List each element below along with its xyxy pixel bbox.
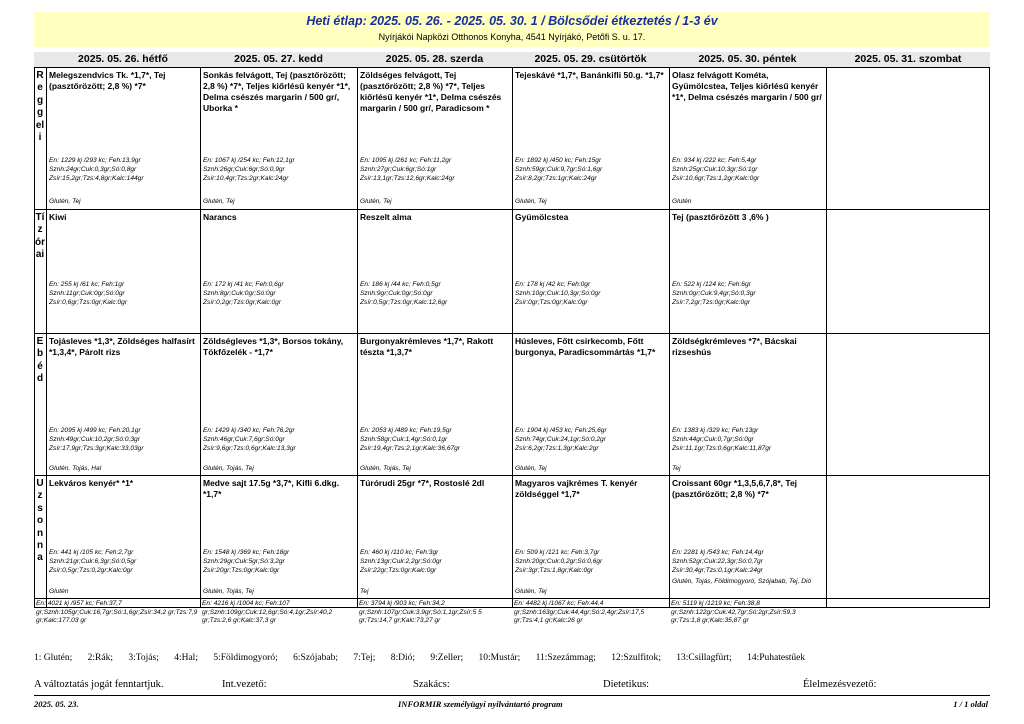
allergens: Glutén xyxy=(49,588,69,595)
dish-name: Kiwi xyxy=(49,212,67,222)
dish-name: Olasz felvágott Kométa, Gyümölcstea, Teljes kiőrlésű kenyér *1*, Delma csészés margarin / 500 gr/ xyxy=(672,70,822,102)
allergens: Tej xyxy=(672,465,681,472)
nutrition-info: En: 1229 kj /293 kc; Feh:13,9gr Sznh:24gr;Cuk:0,3gr;Só:0,8gr Zsír:15,2gr;Tzs:4,8gr;Kalc:144gr xyxy=(49,157,144,183)
dish-name: Sonkás felvágott, Tej (pasztőrözött; 2,8 %) *7*, Teljes kiőrlésű kenyér *1*, Delma csészés margarin / 500 gr/, Uborka * xyxy=(203,70,351,113)
legend-item: 10:Mustár; xyxy=(478,653,521,663)
legend-item: 6:Szójabab; xyxy=(293,653,338,663)
nutrition-info: En: 522 kj /124 kc; Feh:6gr Sznh:0gr;Cuk:9,4gr;Só:0,3gr Zsír:7,2gr;Tzs:0gr;Kalc:0gr xyxy=(672,281,756,307)
dish-name: Medve sajt 17.5g *3,7*, Kifli 6.dkg. *1,7* xyxy=(203,478,340,499)
nutrition-info: En: 1892 kj /450 kc; Feh:15gr Sznh:59gr;Cuk:9,7gr;Só:1,6gr Zsír:8,2gr;Tzs:1gr;Kalc:24gr xyxy=(515,157,603,183)
dish-name: Zöldséges felvágott, Tej (pasztőrözött; 2,8 %) *7*, Teljes kiőrlésű kenyér *1*, Delma csészés margarin / 500 gr/, Paradicsom * xyxy=(360,70,502,113)
menu-cell xyxy=(513,334,669,475)
meal-label-breakfast: Reggeli xyxy=(35,70,45,144)
allergens: Glutén, Tojás, Tej xyxy=(203,465,254,472)
legend-item: 9:Zeller; xyxy=(430,653,464,663)
menu-cell xyxy=(47,334,200,475)
footer-divider xyxy=(34,695,990,696)
allergens: Glutén, Tojás, Tej xyxy=(203,588,254,595)
legend-item: 1: Glutén; xyxy=(34,653,73,663)
menu-cell xyxy=(358,476,512,598)
menu-cell xyxy=(670,68,826,209)
daily-total-thursday: En: 4482 kj /1067 kc; Feh:44,4 gr;Sznh:163gr;Cuk:44,4gr;Só:2,4gr;Zsír:17,5 gr;Tzs:4,1 gr;Kalc:26 gr xyxy=(514,600,645,625)
allergens: Glutén xyxy=(672,198,692,205)
legend-item: 2:Rák; xyxy=(87,653,113,663)
nutrition-info: En: 1548 kj /369 kc; Feh:18gr Sznh:29gr;Cuk:5gr;Só:3,2gr Zsír:20gr;Tzs:0gr;Kalc:0gr xyxy=(203,549,290,575)
menu-title: Heti étlap: 2025. 05. 26. - 2025. 05. 30. 1 / Bölcsődei étkeztetés / 1-3 év xyxy=(306,14,718,28)
day-thursday: 2025. 05. 29. csütörtök xyxy=(534,53,647,65)
nutrition-info: En: 441 kj /105 kc; Feh:2,7gr Sznh:21gr;Cuk:6,3gr;Só:0,5gr Zsír:0,5gr;Tzs:0,2gr;Kalc:0gr xyxy=(49,549,137,575)
menu-cell xyxy=(358,210,512,333)
legend-item: 11:Szezámmag; xyxy=(535,653,596,663)
day-monday: 2025. 05. 26. hétfő xyxy=(78,53,168,65)
legend-item: 3:Tojás; xyxy=(128,653,159,663)
legend-item: 8:Dió; xyxy=(390,653,416,663)
menu-cell xyxy=(47,68,200,209)
nutrition-info: En: 2281 kj /543 kc; Feh:14,4gr Sznh:52gr;Cuk:22,3gr;Só:0,7gr Zsír:30,4gr;Tzs:0,1gr;Kalc:24gr xyxy=(672,549,764,575)
dish-name: Húsleves, Főtt csirkecomb, Főtt burgonya, Paradicsommártás *1,7* xyxy=(515,336,656,357)
meal-label-lunch: Ebéd xyxy=(36,336,44,385)
kitchen-address: Nyírjákói Napközi Otthonos Konyha, 4541 Nyírjákó, Petőfi S. u. 17. xyxy=(378,32,646,42)
day-tuesday: 2025. 05. 27. kedd xyxy=(234,53,323,65)
dish-name: Zöldségleves *1,3*, Borsos tokány, Tökfőzelék - *1,7* xyxy=(203,336,344,357)
allergens: Glutén, Tej xyxy=(360,198,392,205)
allergens: Glutén, Tej xyxy=(515,588,547,595)
menu-cell xyxy=(670,334,826,475)
menu-cell xyxy=(201,334,357,475)
nutrition-info: En: 255 kj /61 kc; Feh:1gr Sznh:11gr;Cuk:0gr;Só:0gr Zsír:0,6gr;Tzs:0gr;Kalc:0gr xyxy=(49,281,128,307)
legend-item: 5:Földimogyoró; xyxy=(213,653,278,663)
dish-name: Tej (pasztőrözött 3 ,6% ) xyxy=(672,212,769,222)
daily-total-friday: En: 5119 kj /1219 kc; Feh:38,8 gr;Sznh:122gr;Cuk:42,7gr;Só:2gr;Zsír:59,3 gr;Tzs:1,8 gr;Kalc:35,87 gr xyxy=(671,600,796,625)
dish-name: Croissant 60gr *1,3,5,6,7,8*, Tej (pasztőrözött; 2,8 %) *7* xyxy=(672,478,798,499)
grid-divider xyxy=(34,598,990,599)
dish-name: Reszelt alma xyxy=(360,212,412,222)
daily-total-saturday xyxy=(828,600,988,635)
nutrition-info: En: 2053 kj /489 kc; Feh:19,5gr Sznh:58gr;Cuk:1,4gr;Só:0,1gr Zsír:19,4gr;Tzs:2,1gr;Kalc:36,67gr xyxy=(360,427,461,453)
nutrition-info: En: 2095 kj /499 kc; Feh:20,1gr Sznh:49gr;Cuk:10,2gr;Só:0,3gr Zsír:17,9gr;Tzs:3gr;Kalc:33,03gr xyxy=(49,427,144,453)
dish-name: Tojásleves *1,3*, Zöldséges halfasírt *1,3,4*, Párolt rizs xyxy=(49,336,195,357)
nutrition-info: En: 1383 kj /329 kc; Feh:13gr Sznh:44gr;Cuk:0,7gr;Só:0gr Zsír:11,1gr;Tzs:0,6gr;Kalc:11,87gr xyxy=(672,427,772,453)
legend-item: 12:Szulfitok; xyxy=(611,653,661,663)
menu-cell xyxy=(358,68,512,209)
allergens: Glutén, Tojás, Földimogyoró, Szójabab, Tej, Dió xyxy=(672,578,812,585)
nutrition-info: En: 178 kj /42 kc; Feh:0gr Sznh:10gr;Cuk:10,3gr;Só:0gr Zsír:0gr;Tzs:0gr;Kalc:0gr xyxy=(515,281,601,307)
dish-name: Túrórudi 25gr *7*, Rostoslé 2dl xyxy=(360,478,485,488)
allergens: Glutén, Tej xyxy=(515,198,547,205)
daily-total-monday: En: 4021 kj /957 kc; Feh:37,7 gr;Sznh:105gr;Cuk:16,7gr;Só:1,6gr;Zsír:34,2 gr;Tzs:7,9 gr;Kalc:177,03 gr xyxy=(36,600,198,625)
menu-header xyxy=(34,12,990,47)
nutrition-info: En: 509 kj /121 kc; Feh:3,7gr Sznh:20gr;Cuk:0,2gr;Só:0,6gr Zsír:3gr;Tzs:1,8gr;Kalc:0gr xyxy=(515,549,603,575)
dish-name: Burgonyakrémleves *1,7*, Rakott tészta *1,3,7* xyxy=(360,336,494,357)
menu-cell xyxy=(201,68,357,209)
dish-name: Melegszendvics Tk. *1,7*, Tej (pasztőrözött; 2,8 %) *7* xyxy=(49,70,166,91)
allergens: Glutén, Tojás, Tej xyxy=(360,465,411,472)
nutrition-info: En: 1067 kj /254 kc; Feh:12,1gr Sznh:26gr;Cuk:6gr;Só:0,9gr Zsír:10,4gr;Tzs:2gr;Kalc:24gr xyxy=(203,157,295,183)
menu-cell-empty xyxy=(827,68,989,209)
menu-cell xyxy=(670,210,826,333)
menu-cell xyxy=(201,210,357,333)
dish-name: Lekváros kenyér* *1* xyxy=(49,478,134,488)
menu-cell xyxy=(670,476,826,598)
menu-cell xyxy=(513,210,669,333)
menu-cell xyxy=(47,476,200,598)
allergens: Tej xyxy=(360,588,369,595)
menu-cell xyxy=(47,210,200,333)
menu-cell xyxy=(513,476,669,598)
menu-cell xyxy=(201,476,357,598)
meal-label-afternoon: Uzsonna xyxy=(36,478,44,564)
dish-name: Magyaros vajkrémes T. kenyér zöldséggel *1,7* xyxy=(515,478,638,499)
nutrition-info: En: 934 kj /222 kc; Feh:5,4gr Sznh:25gr;Cuk:10,3gr;Só:1gr Zsír:10,6gr;Tzs:1,2gr;Kalc:0gr xyxy=(672,157,760,183)
day-wednesday: 2025. 05. 28. szerda xyxy=(385,53,484,65)
nutrition-info: En: 460 kj /110 kc; Feh:3gr Sznh:13gr;Cuk:2,2gr;Só:0gr Zsír:22gr;Tzs:0gr;Kalc:0gr xyxy=(360,549,442,575)
daily-total-tuesday: En: 4216 kj /1004 kc; Feh:107 gr;Sznh:109gr;Cuk:12,6gr;Só:4,1gr;Zsír:40,2 gr;Tzs:2,6 gr;Kalc:37,3 gr xyxy=(202,600,333,625)
nutrition-info: En: 1095 kj /261 kc; Feh:11,2gr Sznh:27gr;Cuk:6gr;Só:1gr Zsír:13,1gr;Tzs:12,6gr;Kalc:24gr xyxy=(360,157,455,183)
program-name: INFORMIR személyügyi nyilvántartó program xyxy=(398,699,563,709)
legend-item: 7:Tej; xyxy=(353,653,376,663)
day-saturday: 2025. 05. 31. szombat xyxy=(854,53,962,65)
nutrition-info: En: 1904 kj /453 kc; Feh:25,6gr Sznh:74gr;Cuk:24,1gr;Só:0,2gr Zsír:6,2gr;Tzs:1,3gr;Kalc:2gr xyxy=(515,427,607,453)
menu-cell xyxy=(358,334,512,475)
cook-signature: Szakács: xyxy=(413,679,450,690)
allergens: Glutén, Tej xyxy=(515,465,547,472)
dish-name: Narancs xyxy=(203,212,237,222)
dish-name: Tejeskávé *1,7*, Banánkifli 50.g. *1,7* xyxy=(515,70,664,80)
allergen-legend xyxy=(34,653,818,663)
nutrition-info: En: 1429 kj /340 kc; Feh:76,2gr Sznh:46gr;Cuk:7,6gr;Só:0gr Zsír:9,6gr;Tzs:0,6gr;Kalc:13,3gr xyxy=(203,427,296,453)
legend-item: 13:Csillagfürt; xyxy=(676,653,732,663)
meal-label-snack: Tízórai xyxy=(35,212,45,261)
allergens: Glutén, Tej xyxy=(49,198,81,205)
allergens: Glutén, Tej xyxy=(203,198,235,205)
page-number: 1 / 1 oldal xyxy=(953,699,988,709)
legend-item: 4:Hal; xyxy=(174,653,198,663)
nutrition-info: En: 186 kj /44 kc; Feh:0,5gr Sznh:9gr;Cuk:0gr;Só:0gr Zsír:0,5gr;Tzs:0gr;Kalc:12,6gr xyxy=(360,281,448,307)
day-header-row xyxy=(34,52,990,67)
print-date: 2025. 05. 23. xyxy=(34,699,79,709)
allergens: Glutén, Tojás, Hal xyxy=(49,465,102,472)
nutrition-info: En: 172 kj /41 kc; Feh:0,6gr Sznh:8gr;Cuk:0gr;Só:0gr Zsír:0,2gr;Tzs:0gr;Kalc:0gr xyxy=(203,281,284,307)
daily-total-wednesday: En: 3794 kj /903 kc; Feh:34,2 gr;Sznh:107gr;Cuk:3,9gr;Só:1,1gr;Zsír:5 5 gr;Tzs:14,7 gr;Kalc:73,27 gr xyxy=(359,600,482,625)
menu-cell xyxy=(513,68,669,209)
disclaimer: A változtatás jogát fenntartjuk. xyxy=(34,679,164,690)
manager-signature: Int.vezető: xyxy=(222,679,267,690)
food-manager-signature: Élelmezésvezető: xyxy=(803,679,877,690)
day-friday: 2025. 05. 30. péntek xyxy=(698,53,797,65)
dish-name: Gyümölcstea xyxy=(515,212,569,222)
dish-name: Zöldségkrémleves *7*, Bácskai rizseshús xyxy=(672,336,797,357)
dietitian-signature: Dietetikus: xyxy=(603,679,650,690)
legend-item: 14:Puhatestűek xyxy=(747,653,806,663)
